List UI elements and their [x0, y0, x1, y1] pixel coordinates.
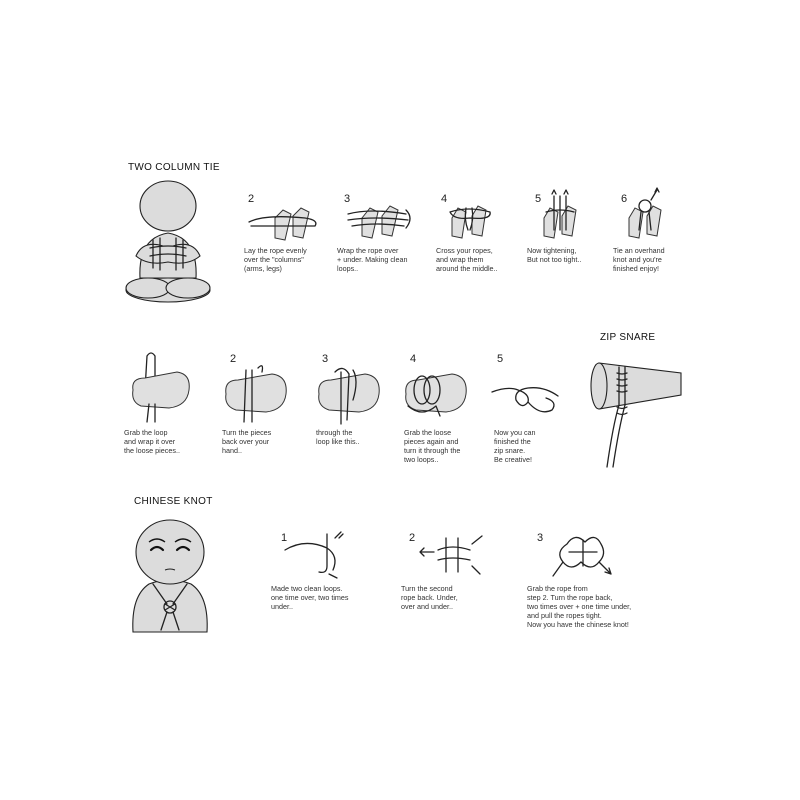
step-caption: Tie an overhand knot and you're finished enjoy! [613, 246, 665, 273]
step-rope-illustration [340, 198, 420, 243]
step-caption: Grab the loop and wrap it over the loose pieces.. [124, 428, 180, 455]
step-number: 4 [441, 193, 448, 205]
step-rope-illustration [530, 190, 590, 245]
hand-rope-illustration [220, 360, 295, 430]
step-number: 1 [281, 532, 288, 544]
step-caption: Cross your ropes, and wrap them around the middle.. [436, 246, 498, 273]
section-title-two-column-tie: TWO COLUMN TIE [128, 162, 220, 173]
step-number: 3 [537, 532, 544, 544]
step-number: 2 [230, 353, 237, 365]
step-caption: Now you can finished the zip snare. Be creative! [494, 428, 536, 464]
section-title-zip-snare: ZIP SNARE [600, 332, 656, 343]
step-rope-illustration [245, 200, 325, 245]
step-caption: Made two clean loops. one time over, two times under.. [271, 584, 349, 611]
seated-figure-illustration [118, 178, 218, 308]
rope-diagram-illustration [410, 532, 500, 582]
hand-rope-illustration [400, 360, 475, 430]
step-caption: through the loop like this.. [316, 428, 360, 446]
step-caption: Now tightening, But not too tight.. [527, 246, 582, 264]
section-title-chinese-knot: CHINESE KNOT [134, 496, 213, 507]
rope-diagram-illustration [545, 528, 620, 583]
step-caption: Grab the rope from step 2. Turn the rope back, two times over + one time under, and pull the ropes tight. Now you have the chinese knot! [527, 584, 632, 629]
step-number: 2 [248, 193, 255, 205]
step-number: 3 [344, 193, 351, 205]
hand-rope-illustration [313, 360, 388, 430]
step-rope-illustration [440, 198, 500, 243]
step-number: 3 [322, 353, 329, 365]
hand-rope-illustration [125, 350, 200, 425]
step-caption: Turn the second rope back. Under, over and under.. [401, 584, 458, 611]
rope-diagram-illustration [275, 530, 365, 580]
step-number: 4 [410, 353, 417, 365]
step-number: 6 [621, 193, 628, 205]
step-number: 5 [535, 193, 542, 205]
step-caption: Lay the rope evenly over the "columns" (arms, legs) [244, 246, 307, 273]
step-caption: Grab the loose pieces again and turn it through the two loops.. [404, 428, 461, 464]
step-number: 5 [497, 353, 504, 365]
step-number: 2 [409, 532, 416, 544]
step-caption: Wrap the rope over + under. Making clean loops.. [337, 246, 408, 273]
branch-snare-illustration [585, 345, 685, 470]
step-caption: Turn the pieces back over your hand.. [222, 428, 272, 455]
character-figure-illustration [125, 512, 215, 637]
rope-knot-illustration [488, 372, 563, 427]
step-rope-illustration [615, 188, 675, 245]
